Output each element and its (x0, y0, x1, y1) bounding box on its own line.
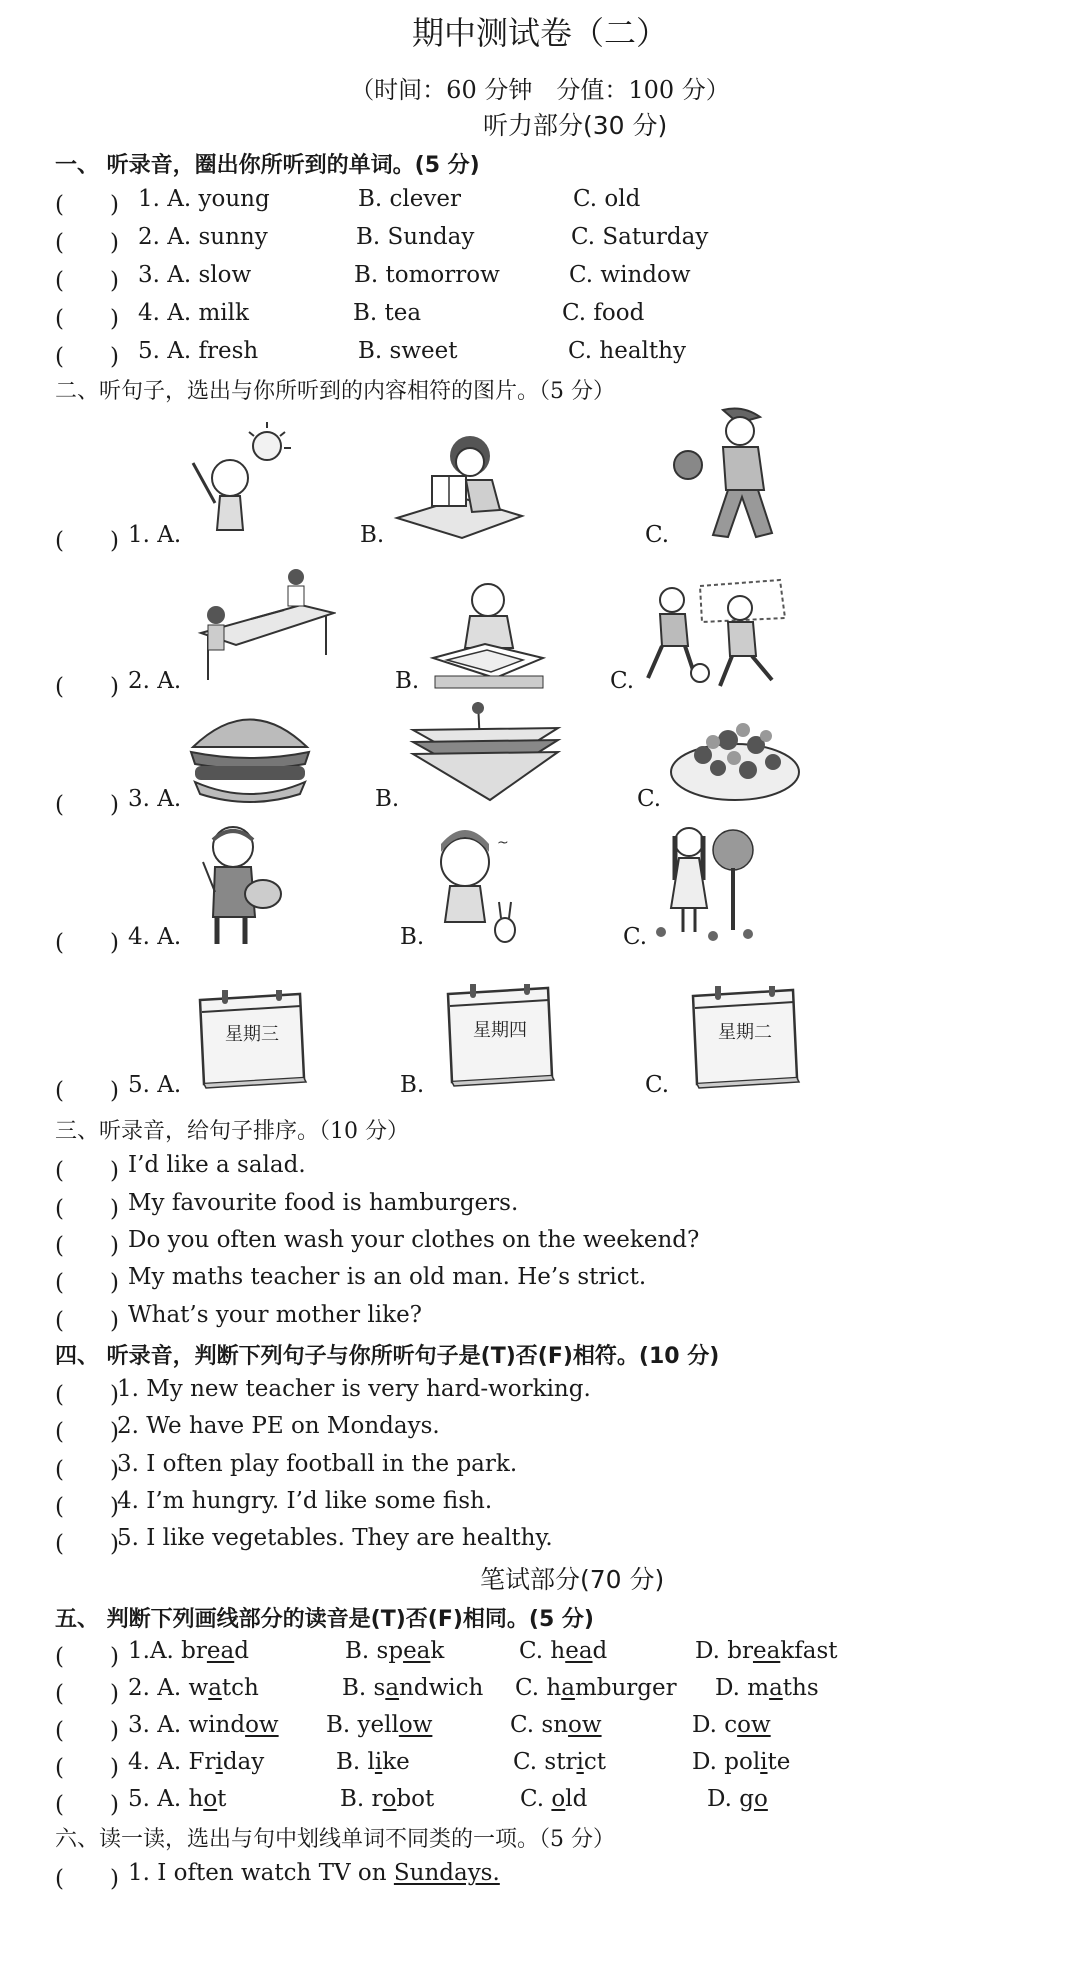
option-a: 3. A. slow (138, 262, 252, 288)
section-4-heading: 四、 听录音，判断下列句子与你所听句子是(T)否(F)相符。(10 分) (55, 1344, 720, 1369)
writing-part-title: 笔试部分(70 分) (480, 1565, 665, 1594)
calendar-label: 星期三 (225, 1024, 279, 1045)
picture-old-man-painter (185, 822, 285, 947)
option-a-label: 2. A. (128, 668, 182, 694)
option-a: 2. A. sunny (138, 224, 268, 250)
option-a: 2. A. watch (128, 1675, 259, 1701)
answer-bracket[interactable]: ( ) (55, 674, 119, 700)
answer-bracket[interactable]: ( ) (55, 1792, 119, 1818)
sentence: I’d like a salad. (128, 1152, 306, 1178)
option-b: B. robot (340, 1786, 435, 1812)
answer-bracket[interactable]: ( ) (55, 1531, 119, 1557)
option-c: C. healthy (568, 338, 686, 364)
option-c-label: C. (610, 668, 635, 694)
option-a: 4. A. Friday (128, 1749, 265, 1775)
option-b: B. sweet (358, 338, 458, 364)
picture-hamburger (185, 702, 315, 807)
answer-bracket[interactable]: ( ) (55, 1382, 119, 1408)
picture-girl-reading (392, 428, 527, 543)
option-b: B. yellow (326, 1712, 433, 1738)
option-b-label: B. (360, 522, 385, 548)
page-title: 期中测试卷（二） (411, 14, 668, 52)
answer-bracket[interactable]: ( ) (55, 1078, 119, 1104)
option-c: C. window (569, 262, 691, 288)
option-c-label: C. (637, 786, 662, 812)
option-d: D. breakfast (695, 1638, 838, 1664)
option-b: B. sandwich (342, 1675, 484, 1701)
answer-bracket[interactable]: ( ) (55, 1681, 119, 1707)
answer-bracket[interactable]: ( ) (55, 1755, 119, 1781)
answer-bracket[interactable]: ( ) (55, 306, 119, 332)
exam-info: （时间：60 分钟 分值：100 分） (350, 76, 730, 104)
option-a-label: 5. A. (128, 1072, 182, 1098)
answer-bracket[interactable]: ( ) (55, 1644, 119, 1670)
answer-bracket[interactable]: ( ) (55, 1718, 119, 1744)
section-2-heading: 二、听句子，选出与你所听到的内容相符的图片。（5 分） (55, 379, 615, 404)
option-c: C. old (573, 186, 641, 212)
answer-bracket[interactable]: ( ) (55, 1419, 119, 1445)
sentence: 4. I’m hungry. I’d like some fish. (117, 1488, 493, 1514)
picture-table-tennis (186, 555, 336, 690)
answer-bracket[interactable]: ( ) (55, 792, 119, 818)
answer-bracket[interactable]: ( ) (55, 930, 119, 956)
answer-bracket[interactable]: ( ) (55, 230, 119, 256)
sentence: 5. I like vegetables. They are healthy. (117, 1525, 553, 1551)
svg-text:~: ~ (497, 835, 509, 851)
option-c-label: C. (623, 924, 648, 950)
answer-bracket[interactable]: ( ) (55, 268, 119, 294)
picture-calendar-tuesday (685, 986, 803, 1091)
option-b: B. tea (353, 300, 422, 326)
answer-bracket[interactable]: ( ) (55, 192, 119, 218)
option-c: C. snow (510, 1712, 602, 1738)
picture-calendar-thursday (440, 984, 558, 1089)
option-a: 3. A. window (128, 1712, 279, 1738)
option-c-label: C. (645, 1072, 670, 1098)
option-c: C. Saturday (571, 224, 709, 250)
sentence: My favourite food is hamburgers. (128, 1190, 519, 1216)
sentence: What’s your mother like? (128, 1302, 423, 1328)
picture-girl-in-garden (653, 820, 758, 945)
option-d: D. maths (715, 1675, 819, 1701)
option-b-label: B. (400, 924, 425, 950)
section-6-heading: 六、读一读，选出与句中划线单词不同类的一项。（5 分） (55, 1827, 615, 1852)
answer-bracket[interactable]: ( ) (55, 1270, 119, 1296)
option-a: 5. A. hot (128, 1786, 227, 1812)
option-d: D. go (707, 1786, 768, 1812)
answer-bracket[interactable]: ( ) (55, 1308, 119, 1334)
answer-bracket[interactable]: ( ) (55, 1494, 119, 1520)
option-b-label: B. (400, 1072, 425, 1098)
option-a: 5. A. fresh (138, 338, 259, 364)
option-d: D. polite (692, 1749, 791, 1775)
sentence: 1. My new teacher is very hard-working. (117, 1376, 591, 1402)
option-b: B. like (336, 1749, 410, 1775)
answer-bracket[interactable]: ( ) (55, 1866, 119, 1892)
option-b: B. speak (345, 1638, 445, 1664)
answer-bracket[interactable]: ( ) (55, 528, 119, 554)
option-a-label: 3. A. (128, 786, 182, 812)
option-c: C. old (520, 1786, 588, 1812)
option-c: C. food (562, 300, 645, 326)
option-b-label: B. (375, 786, 400, 812)
option-c: C. hamburger (515, 1675, 677, 1701)
picture-calendar-wednesday (192, 990, 310, 1090)
option-b: B. Sunday (356, 224, 475, 250)
section-1-heading: 一、 听录音，圈出你所听到的单词。(5 分) (55, 153, 480, 178)
picture-boys-football (640, 578, 790, 693)
option-d: D. cow (692, 1712, 771, 1738)
sentence: My maths teacher is an old man. He’s strict. (128, 1264, 647, 1290)
sentence: 3. I often play football in the park. (117, 1451, 518, 1477)
picture-salad (668, 700, 803, 810)
picture-girl-with-rabbit (425, 822, 535, 947)
option-c-label: C. (645, 522, 670, 548)
sentence: Do you often wash your clothes on the weekend? (128, 1227, 700, 1253)
section-5-heading: 五、 判断下列画线部分的读音是(T)否(F)相同。(5 分) (55, 1607, 594, 1632)
answer-bracket[interactable]: ( ) (55, 1457, 119, 1483)
option-b-label: B. (395, 668, 420, 694)
answer-bracket[interactable]: ( ) (55, 1196, 119, 1222)
option-c: C. head (519, 1638, 608, 1664)
sentence: 2. We have PE on Mondays. (117, 1413, 440, 1439)
option-c: C. strict (513, 1749, 606, 1775)
calendar-label: 星期二 (718, 1022, 772, 1043)
option-b: B. clever (358, 186, 461, 212)
calendar-label: 星期四 (473, 1020, 527, 1041)
picture-girl-studying (425, 578, 550, 693)
sentence: 1. I often watch TV on Sundays. (128, 1860, 500, 1886)
answer-bracket[interactable]: ( ) (55, 344, 119, 370)
option-a: 1. A. young (138, 186, 270, 212)
picture-sandwich (408, 700, 563, 810)
option-a-label: 4. A. (128, 924, 182, 950)
option-a-label: 1. A. (128, 522, 182, 548)
picture-boy-basketball (668, 405, 788, 550)
option-b: B. tomorrow (354, 262, 500, 288)
option-a: 4. A. milk (138, 300, 249, 326)
answer-bracket[interactable]: ( ) (55, 1158, 119, 1184)
section-3-heading: 三、听录音，给句子排序。（10 分） (55, 1119, 409, 1144)
picture-lightbulb-boy (185, 418, 295, 548)
option-a: 1.A. bread (128, 1638, 249, 1664)
answer-bracket[interactable]: ( ) (55, 1233, 119, 1259)
listening-part-title: 听力部分(30 分) (483, 111, 668, 140)
